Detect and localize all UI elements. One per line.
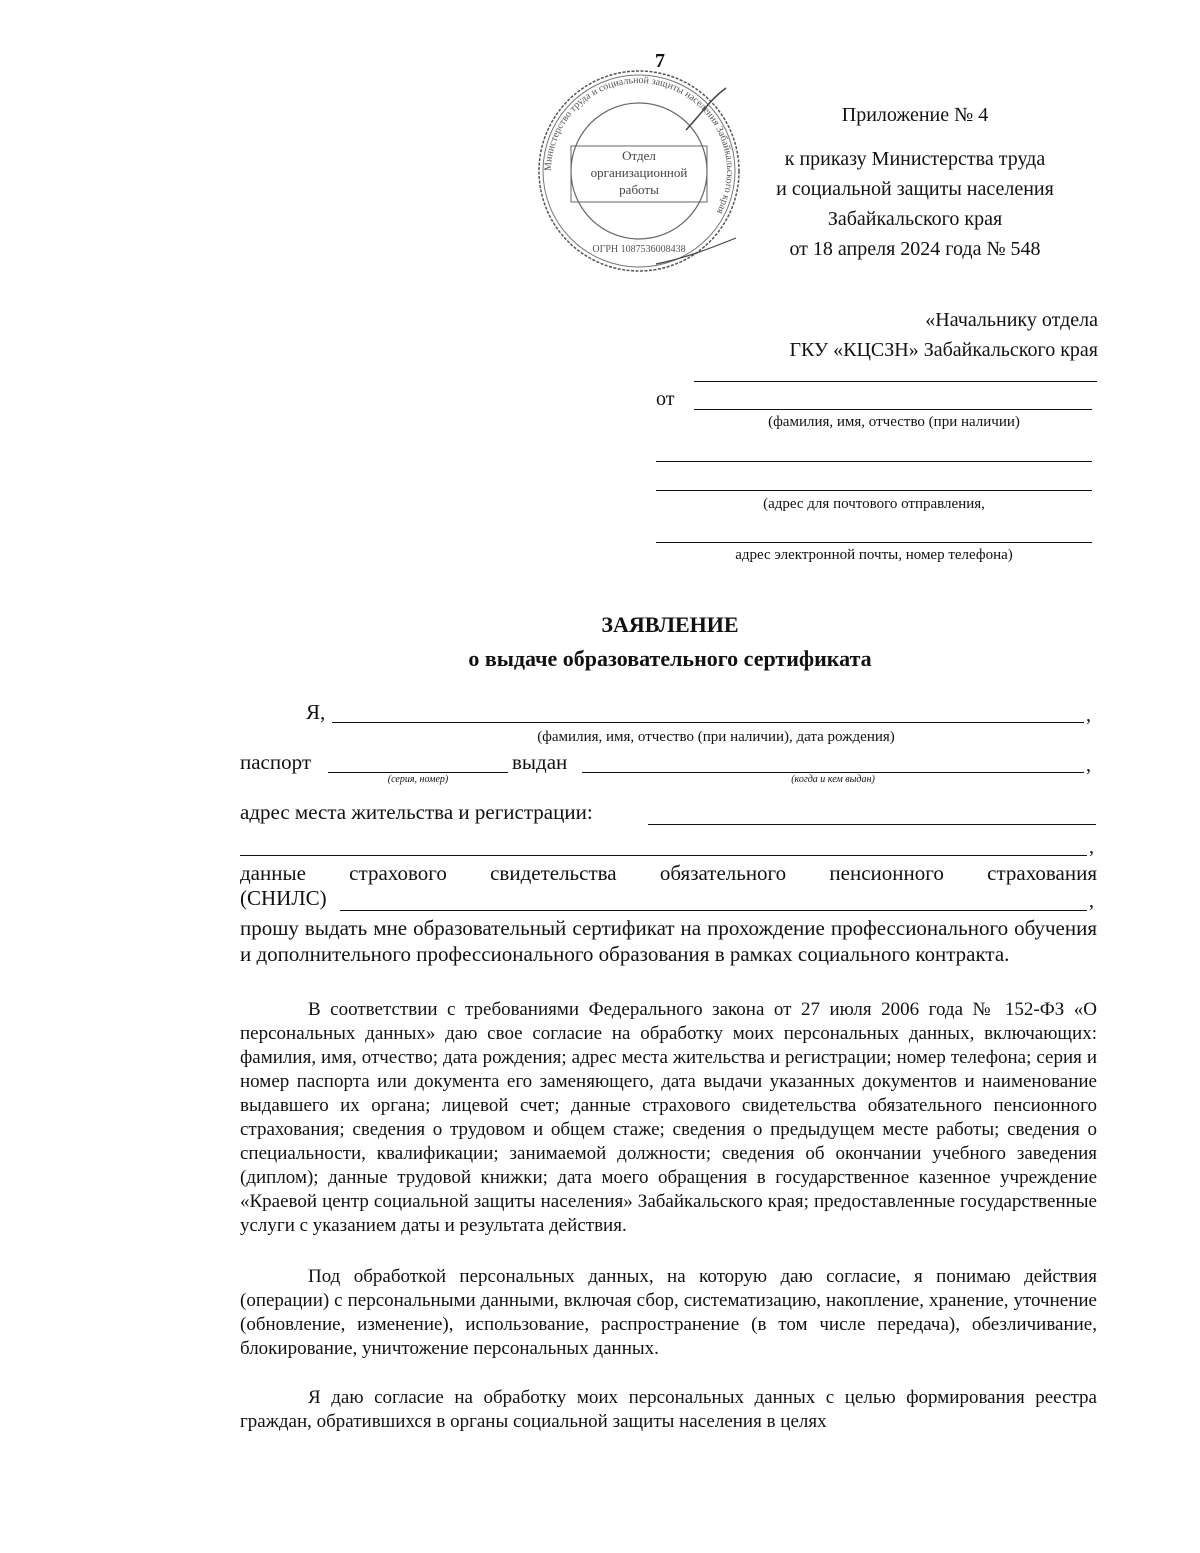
stamp-line-3: работы [619, 182, 659, 197]
appendix-line-2: к приказу Министерства труда [784, 148, 1046, 170]
comma-4: , [1089, 890, 1094, 912]
passport-caption: (серия, номер) [387, 774, 449, 785]
addressee-blank-line[interactable] [694, 381, 1097, 382]
fio-field-line[interactable] [694, 409, 1092, 410]
stamp-ring-text: Министерство труда и социальной защиты населения Забайкальского края [542, 74, 736, 216]
passport-label: паспорт [240, 750, 312, 774]
appendix-line-4: Забайкальского края [827, 208, 1003, 230]
addressee-block [789, 305, 1098, 365]
comma-3: , [1089, 836, 1094, 858]
consent-paragraph-1: В соответствии с требованиями Федерального закона от 27 июля 2006 года № 152-ФЗ «О персональных данных» даю свое согласие на обработку моих персональных данных, включающих: фамилия, имя, отчество; дата рождения; адрес места жительства и регистрации; номер телефона; серия и номер паспорта или документа его заменяющего, дата выдачи указанных документов и наименование выдавшего их органа; лицевой счет; данные страхового свидетельства обязательного пенсионного страхования; сведения о трудовом и общем стаже; сведения о предыдущем месте работы; сведения о специальности, квалификации; занимаемой должности; сведения об окончании учебного заведения (диплом); данные трудовой книжки; дата моего обращения в государственное казенное учреждение «Краевой центр социальной защиты населения» Забайкальского края; предоставленные государственные услуги с указанием даты и результата действия. [240, 999, 1097, 1236]
snils-label: (СНИЛС) [240, 886, 327, 910]
page-number: 7 [655, 50, 665, 72]
issued-field-line[interactable] [582, 772, 1084, 773]
address-line-2[interactable] [656, 490, 1092, 491]
contact-caption: адрес электронной почты, номер телефона) [735, 547, 1013, 563]
addressee-line-1: «Начальнику отдела [925, 309, 1098, 331]
request-text: прошу выдать мне образовательный сертификат на прохождение профессионального обучения и дополнительного профессионального образования в рамках социального контракта. [240, 916, 1097, 966]
passport-field-line[interactable] [328, 772, 508, 773]
comma-1: , [1086, 704, 1091, 726]
ya-label: Я, [306, 700, 326, 724]
contact-line[interactable] [656, 542, 1092, 543]
residence-label: адрес места жительства и регистрации: [240, 800, 593, 824]
appendix-line-3: и социальной защиты населения [776, 178, 1054, 200]
appendix-line-1: Приложение № 4 [841, 104, 989, 126]
fio-dob-field-line[interactable] [332, 722, 1084, 723]
snils-text: данные страхового свидетельства обязательного пенсионного страхования [240, 861, 1097, 885]
snils-field-line[interactable] [340, 910, 1087, 911]
residence-field-line-2[interactable] [240, 855, 1087, 856]
addressee-line-2: ГКУ «КЦСЗН» Забайкальского края [789, 339, 1098, 361]
document-subtitle: о выдаче образовательного сертификата [468, 646, 872, 671]
ya-caption: (фамилия, имя, отчество (при наличии), дата рождения) [537, 729, 895, 745]
consent-paragraph-2: Под обработкой персональных данных, на которую даю согласие, я понимаю действия (операции) с персональными данными, включая сбор, систематизацию, накопление, хранение, уточнение (обновление, изменение), использование, распространение (в том числе передача), обезличивание, блокирование, уничтожение персональных данных. [240, 1266, 1097, 1359]
residence-field-line-1[interactable] [648, 824, 1096, 825]
appendix-line-5: от 18 апреля 2024 года № 548 [789, 238, 1041, 260]
from-label: от [656, 388, 675, 410]
appendix-block [740, 100, 1090, 264]
stamp-line-1: Отдел [622, 148, 656, 163]
stamp-line-2: организационной [590, 165, 688, 180]
address-line-1[interactable] [656, 461, 1092, 462]
stamp-ogrn: ОГРН 1087536008438 [592, 244, 686, 255]
comma-2: , [1086, 754, 1091, 776]
official-stamp [536, 68, 742, 274]
consent-paragraph-3: Я даю согласие на обработку моих персональных данных с целью формирования реестра граждан, обратившихся в органы социальной защиты населения в целях [240, 1387, 1097, 1432]
issued-caption: (когда и кем выдан) [791, 774, 875, 785]
fio-caption: (фамилия, имя, отчество (при наличии) [768, 414, 1020, 430]
document-title: ЗАЯВЛЕНИЕ [601, 612, 739, 637]
issued-label: выдан [512, 750, 568, 774]
address-caption: (адрес для почтового отправления, [763, 496, 985, 512]
